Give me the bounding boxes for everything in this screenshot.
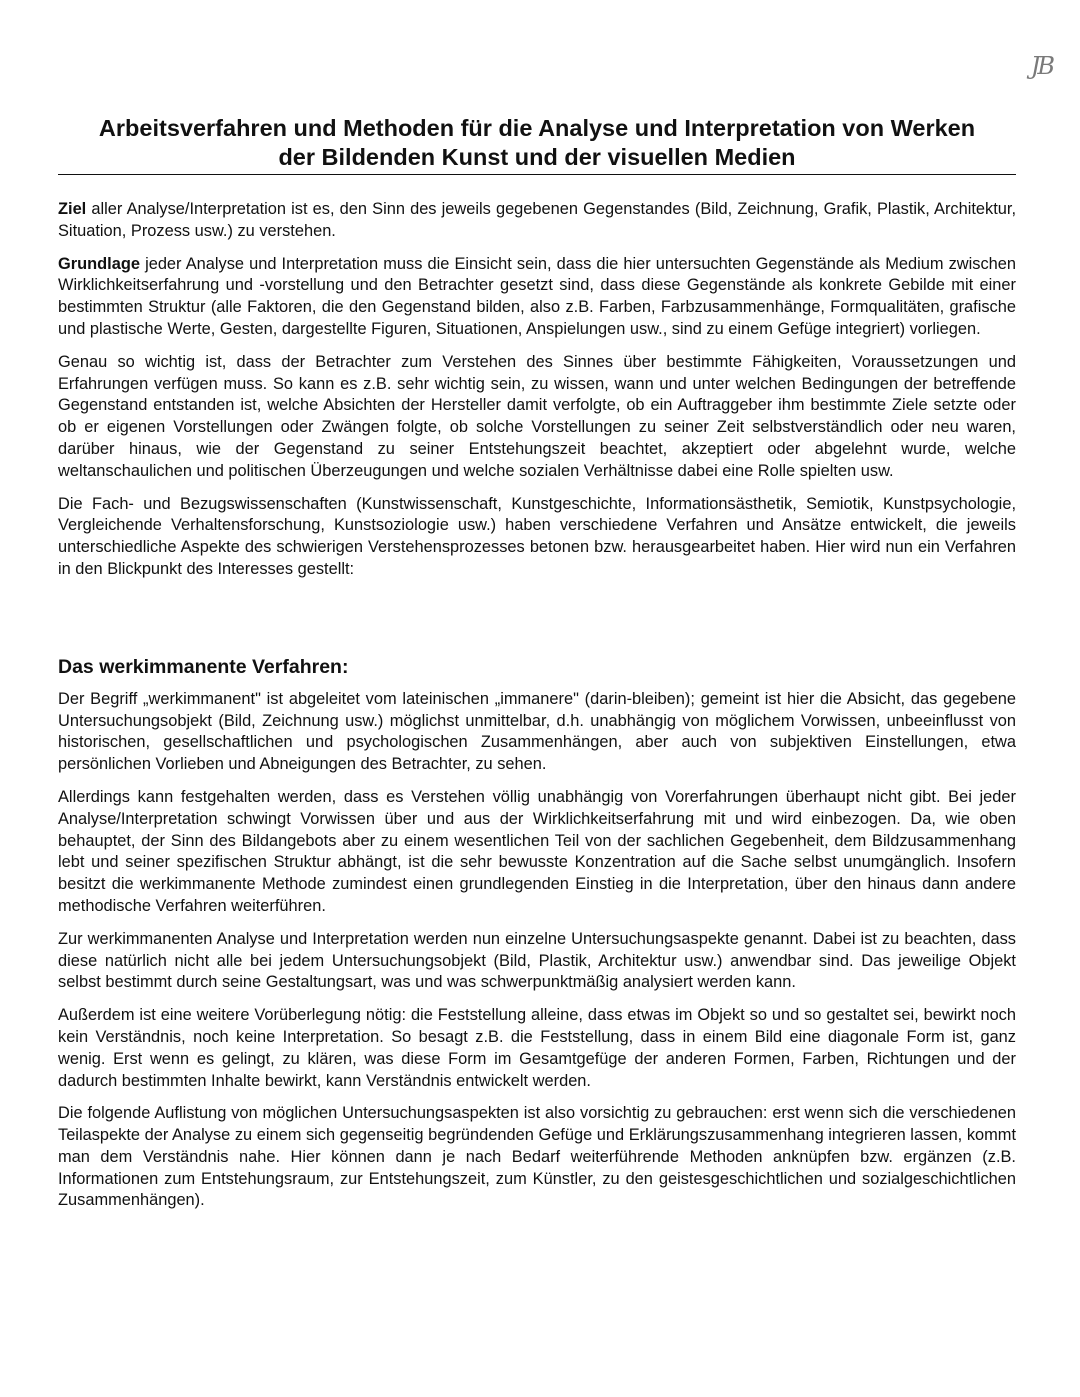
lead-term-ziel: Ziel: [58, 200, 87, 218]
paragraph-betrachter: Genau so wichtig ist, dass der Betrachter zum Verstehen des Sinnes über bestimmte Fähigkeiten, Voraussetzungen und Erfahrungen verfügen muss. So kann es z.B. sehr wichtig sein, zu wissen, wann und unter welchen Bedingungen der betreffende Gegenstand entstanden ist, welche Absichten der Hersteller damit verfolgte, ob ein Auftraggeber ihm bestimmte Ziele setzte oder ob er eigenen Vorstellungen oder Zwängen folgte, ob solche Vorstellungen zu seiner Zeit selbstverständlich oder neu waren, darüber hinaus, wie der Gegenstand zu seiner Entstehungszeit beachtet, akzeptiert oder abgelehnt wurde, welche weltanschaulichen und politischen Überzeugungen und welche sozialen Verhältnisse dabei eine Rolle spielten usw.: [58, 352, 1016, 480]
paragraph-vorerfahrungen: Allerdings kann festgehalten werden, dass es Verstehen völlig unabhängig von Vorerfahrungen überhaupt nicht gibt. Bei jeder Analyse/Interpretation schwingt Vorwissen über und aus der Wirklichkeitserfahrung mit und wird einbezogen. Da, wie oben behauptet, der Sinn des Bildangebots aber zu einem wesentlichen Teil von der sachlichen Gegebenheit, dem Bildzusammenhang lebt und seiner spezifischen Struktur abhängt, ist die sehr bewusste Konzentration auf die Sache selbst unumgänglich. Insofern besitzt die werkimmanente Methode zumindest einen grundlegenden Einstieg in die Interpretation, über den hinaus dann andere methodische Verfahren weiterführen.: [58, 787, 1016, 915]
paragraph-wissenschaften: Die Fach- und Bezugswissenschaften (Kunstwissenschaft, Kunstgeschichte, Informationsästhetik, Semiotik, Kunstpsychologie, Vergleichende Verhaltensforschung, Kunstsoziologie usw.) haben verschiedene Verfahren und Ansätze entwickelt, die jeweils unterschiedliche Aspekte des schwierigen Verstehensprozesses betonen bzw. herausgearbeitet haben. Hier wird nun ein Verfahren in den Blickpunkt des Interesses gestellt:: [58, 494, 1016, 578]
title-line-1: Arbeitsverfahren und Methoden für die Analyse und Interpretation von Werken: [98, 115, 976, 141]
paragraph-vorueberlegung: Außerdem ist eine weitere Vorüberlegung nötig: die Feststellung alleine, dass etwas im Objekt so und so gestaltet sei, bewirkt noch kein Verständnis, noch keine Interpretation. So besagt z.B. die Feststellung, dass in einem Bild eine diagonale Form ist, ganz wenig. Erst wenn es gelingt, zu klären, was diese Form im Gesamtgefüge der anderen Formen, Farben, Richtungen und der dadurch bestimmten Inhalte bewirkt, kann Verständnis entwickelt werden.: [58, 1006, 1016, 1090]
lead-term-grundlage: Grundlage: [58, 254, 140, 273]
document-page: [58, 0, 1016, 1212]
document-title: [58, 114, 1016, 175]
paragraph-ziel: [58, 199, 1016, 243]
paragraph-auflistung: Die folgende Auflistung von möglichen Untersuchungsaspekten ist also vorsichtig zu gebrauchen: erst wenn sich die verschiedenen Teilaspekte der Analyse zu einem sich gegenseitig begründenden Gefüge und Erklärungszusammenhang integrieren lassen, kommt man dem Verständnis nahe. Hier können dann je nach Bedarf weiterführende Methoden anknüpfen bzw. ergänzen (z.B. Informationen zum Entstehungsraum, zur Entstehungszeit, zum Künstler, zu den geistesgeschichtlichen und sozialgeschichtlichen Zusammenhängen).: [58, 1104, 1016, 1210]
title-line-2: der Bildenden Kunst und der visuellen Medien: [278, 144, 796, 170]
paragraph-untersuchungsaspekte: Zur werkimmanenten Analyse und Interpretation werden nun einzelne Untersuchungsaspekte genannt. Dabei ist zu beachten, dass diese natürlich nicht alle bei jedem Untersuchungsobjekt (Bild, Plastik, Architektur usw.) anwendbar sind. Das jeweilige Objekt selbst bestimmt durch seine Gestaltungsart, was und was schwerpunktmäßig analysiert werden kann.: [58, 929, 1016, 992]
paragraph-text: jeder Analyse und Interpretation muss die Einsicht sein, dass die hier untersuchten Gegenstände als Medium zwischen Wirklichkeitserfahrung und -vorstellung und den Betrachter gesetzt sind, dass diese Gegenstände als konkrete Gebilde mit einer bestimmten Struktur (alle Faktoren, die den Gegenstand bilden, also z.B. Farben, Farbzusammenhänge, Formqualitäten, grafische und plastische Werte, Gesten, dargestellte Figuren, Situationen, Anspielungen usw., sind zu einem Gefüge integriert) vorliegen.: [58, 254, 1016, 338]
paragraph-grundlage: [58, 254, 1016, 341]
paragraph-text: aller Analyse/Interpretation ist es, den Sinn des jeweils gegebenen Gegenstandes (Bild, Zeichnung, Grafik, Plastik, Architektur, Situation, Prozess usw.) zu verstehen.: [58, 200, 1016, 240]
section-heading: Das werkimmanente Verfahren:: [58, 655, 349, 678]
paragraph-begriff: Der Begriff „werkimmanent" ist abgeleitet vom lateinischen „immanere" (darin-bleiben); gemeint ist hier die Absicht, das gegebene Untersuchungsobjekt (Bild, Zeichnung usw.) möglichst unmittelbar, d.h. unabhängig von möglichem Vorwissen, unbeeinflusst von historischen, gesellschaftlichen und psychologischen Zusammenhängen, aber auch von subjektiven Einstellungen, etwa persönlichen Vorlieben und Abneigungen des Betrachter, zu sehen.: [58, 689, 1016, 774]
monogram-logo: JB: [1030, 52, 1052, 80]
